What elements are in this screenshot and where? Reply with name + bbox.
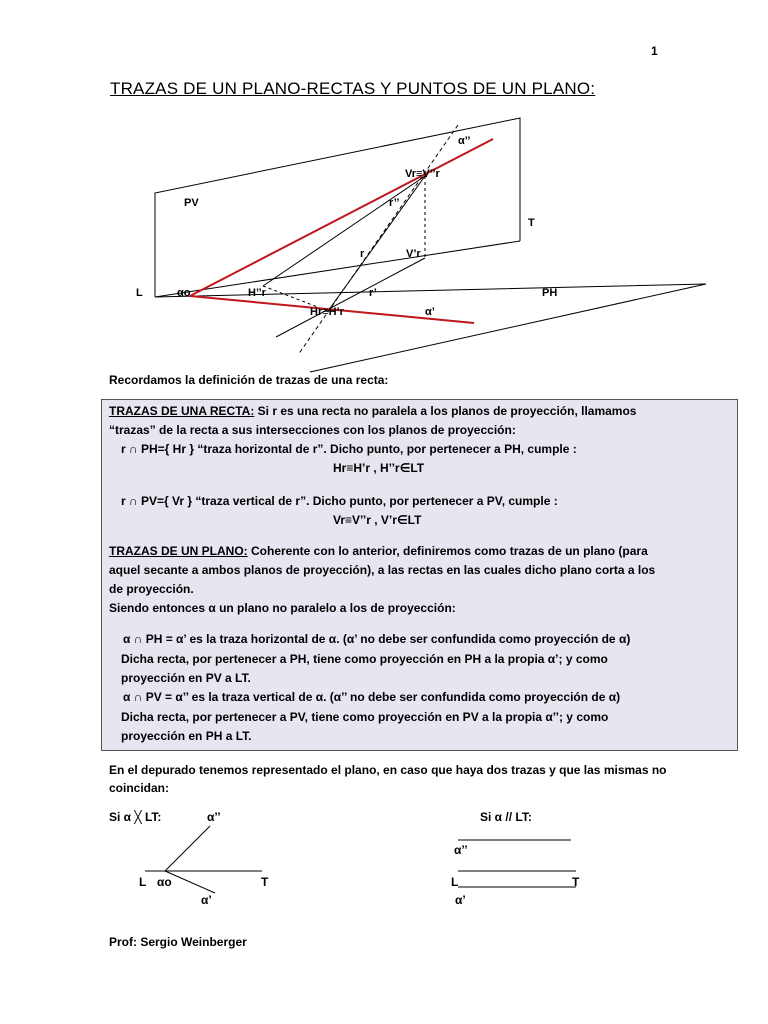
v-trace-eq: Vr≡V’’r , V’r∈LT <box>333 513 422 527</box>
footer-author: Prof: Sergio Weinberger <box>109 935 247 949</box>
recta-line-2: “trazas” de la recta a sus intersecciones con los planos de proyección: <box>109 423 516 437</box>
label-ph: PH <box>542 287 558 299</box>
case1-alpha-vv: α’’ <box>207 810 221 824</box>
intro-line: Recordamos la definición de trazas de una recta: <box>109 373 389 387</box>
alpha-v-line-2: Dicha recta, por pertenecer a PV, tiene como proyección en PV a la propia α’’; y como <box>121 710 609 724</box>
alpha-h-line-3: proyección en PV a LT. <box>121 671 251 685</box>
alpha-v-line: α ∩ PV = α’’ es la traza vertical de α. (α’’ no debe ser confundida como proyección de α) <box>123 690 621 704</box>
case2-l: L <box>451 875 459 889</box>
label-r: r <box>360 248 365 260</box>
label-l: L <box>136 287 143 299</box>
alpha-h-line-2: Dicha recta, por pertenecer a PH, tiene como proyección en PH a la propia α’; y como <box>121 652 608 666</box>
v-trace-line: r ∩ PV={ Vr } “traza vertical de r”. Dicho punto, por pertenecer a PV, cumple : <box>121 494 558 508</box>
plano-line-4: Siendo entonces α un plano no paralelo a los de proyección: <box>109 601 456 615</box>
recta-line-1 <box>109 404 636 418</box>
lt-line <box>155 241 520 297</box>
plano-line1-rest: Coherente con lo anterior, definiremos como trazas de un plano (para <box>247 544 648 558</box>
line-r-vv <box>263 176 425 286</box>
case-parallel-heading: Si α // LT: <box>480 810 532 824</box>
label-r-vv: r’’ <box>389 197 400 209</box>
label-v-prime: V’r <box>406 248 421 260</box>
label-alpha-o: αo <box>177 287 191 299</box>
plano-line-3: de proyección. <box>109 582 194 596</box>
label-vr-pair: Vr≡V’’r <box>405 168 440 180</box>
line-r-prime <box>276 258 425 337</box>
case1-l: L <box>139 875 147 889</box>
label-t: T <box>528 217 535 229</box>
recta-heading: TRAZAS DE UNA RECTA: <box>109 404 255 418</box>
plano-line-1 <box>109 544 648 558</box>
case2-t: T <box>572 875 580 889</box>
case-not-parallel-heading: Si α ╳ LT: <box>109 810 162 824</box>
label-alpha-prime: α’ <box>425 306 435 318</box>
label-r-prime: r’ <box>369 287 377 299</box>
trace-alpha-vv <box>190 139 493 296</box>
h-trace-eq: Hr≡H’r , H’’r∈LT <box>333 461 425 475</box>
h-trace-line: r ∩ PH={ Hr } “traza horizontal de r”. Dicho punto, por pertenecer a PH, cumple : <box>121 442 577 456</box>
recta-line1-rest: Si r es una recta no paralela a los planos de proyección, llamamos <box>254 404 637 418</box>
page-title: TRAZAS DE UN PLANO-RECTAS Y PUNTOS DE UN PLANO: <box>110 79 596 98</box>
case1-t: T <box>261 875 269 889</box>
label-hr-pair: Hr≡H’r <box>310 306 344 318</box>
case1-alpha-o: αo <box>157 875 172 889</box>
case2-alpha-vv: α’’ <box>454 843 468 857</box>
plano-heading: TRAZAS DE UN PLANO: <box>109 544 248 558</box>
label-pv: PV <box>184 197 199 209</box>
alpha-prime-left <box>165 871 215 893</box>
label-hr-vv: H’’r <box>248 287 266 299</box>
case2-alpha-prime: α’ <box>455 893 466 907</box>
page-number: 1 <box>651 44 658 58</box>
ph-plane-outline <box>155 284 706 372</box>
plane-traces-figure <box>0 110 768 375</box>
alpha-v-line-3: proyección en PH a LT. <box>121 729 252 743</box>
label-alpha-vv: α’’ <box>458 135 471 147</box>
alpha-vv-left <box>165 826 210 871</box>
plano-line-2: aquel secante a ambos planos de proyección), a las rectas en las cuales dicho plano corta a los <box>109 563 656 577</box>
depurado-paragraph: En el depurado tenemos representado el plano, en caso que haya dos trazas y que las mismas no coincidan: <box>109 763 667 795</box>
alpha-h-line: α ∩ PH = α’ es la traza horizontal de α. (α’ no debe ser confundida como proyección de α) <box>123 632 631 646</box>
dashed-line <box>298 125 458 355</box>
case1-alpha-prime: α’ <box>201 893 212 907</box>
